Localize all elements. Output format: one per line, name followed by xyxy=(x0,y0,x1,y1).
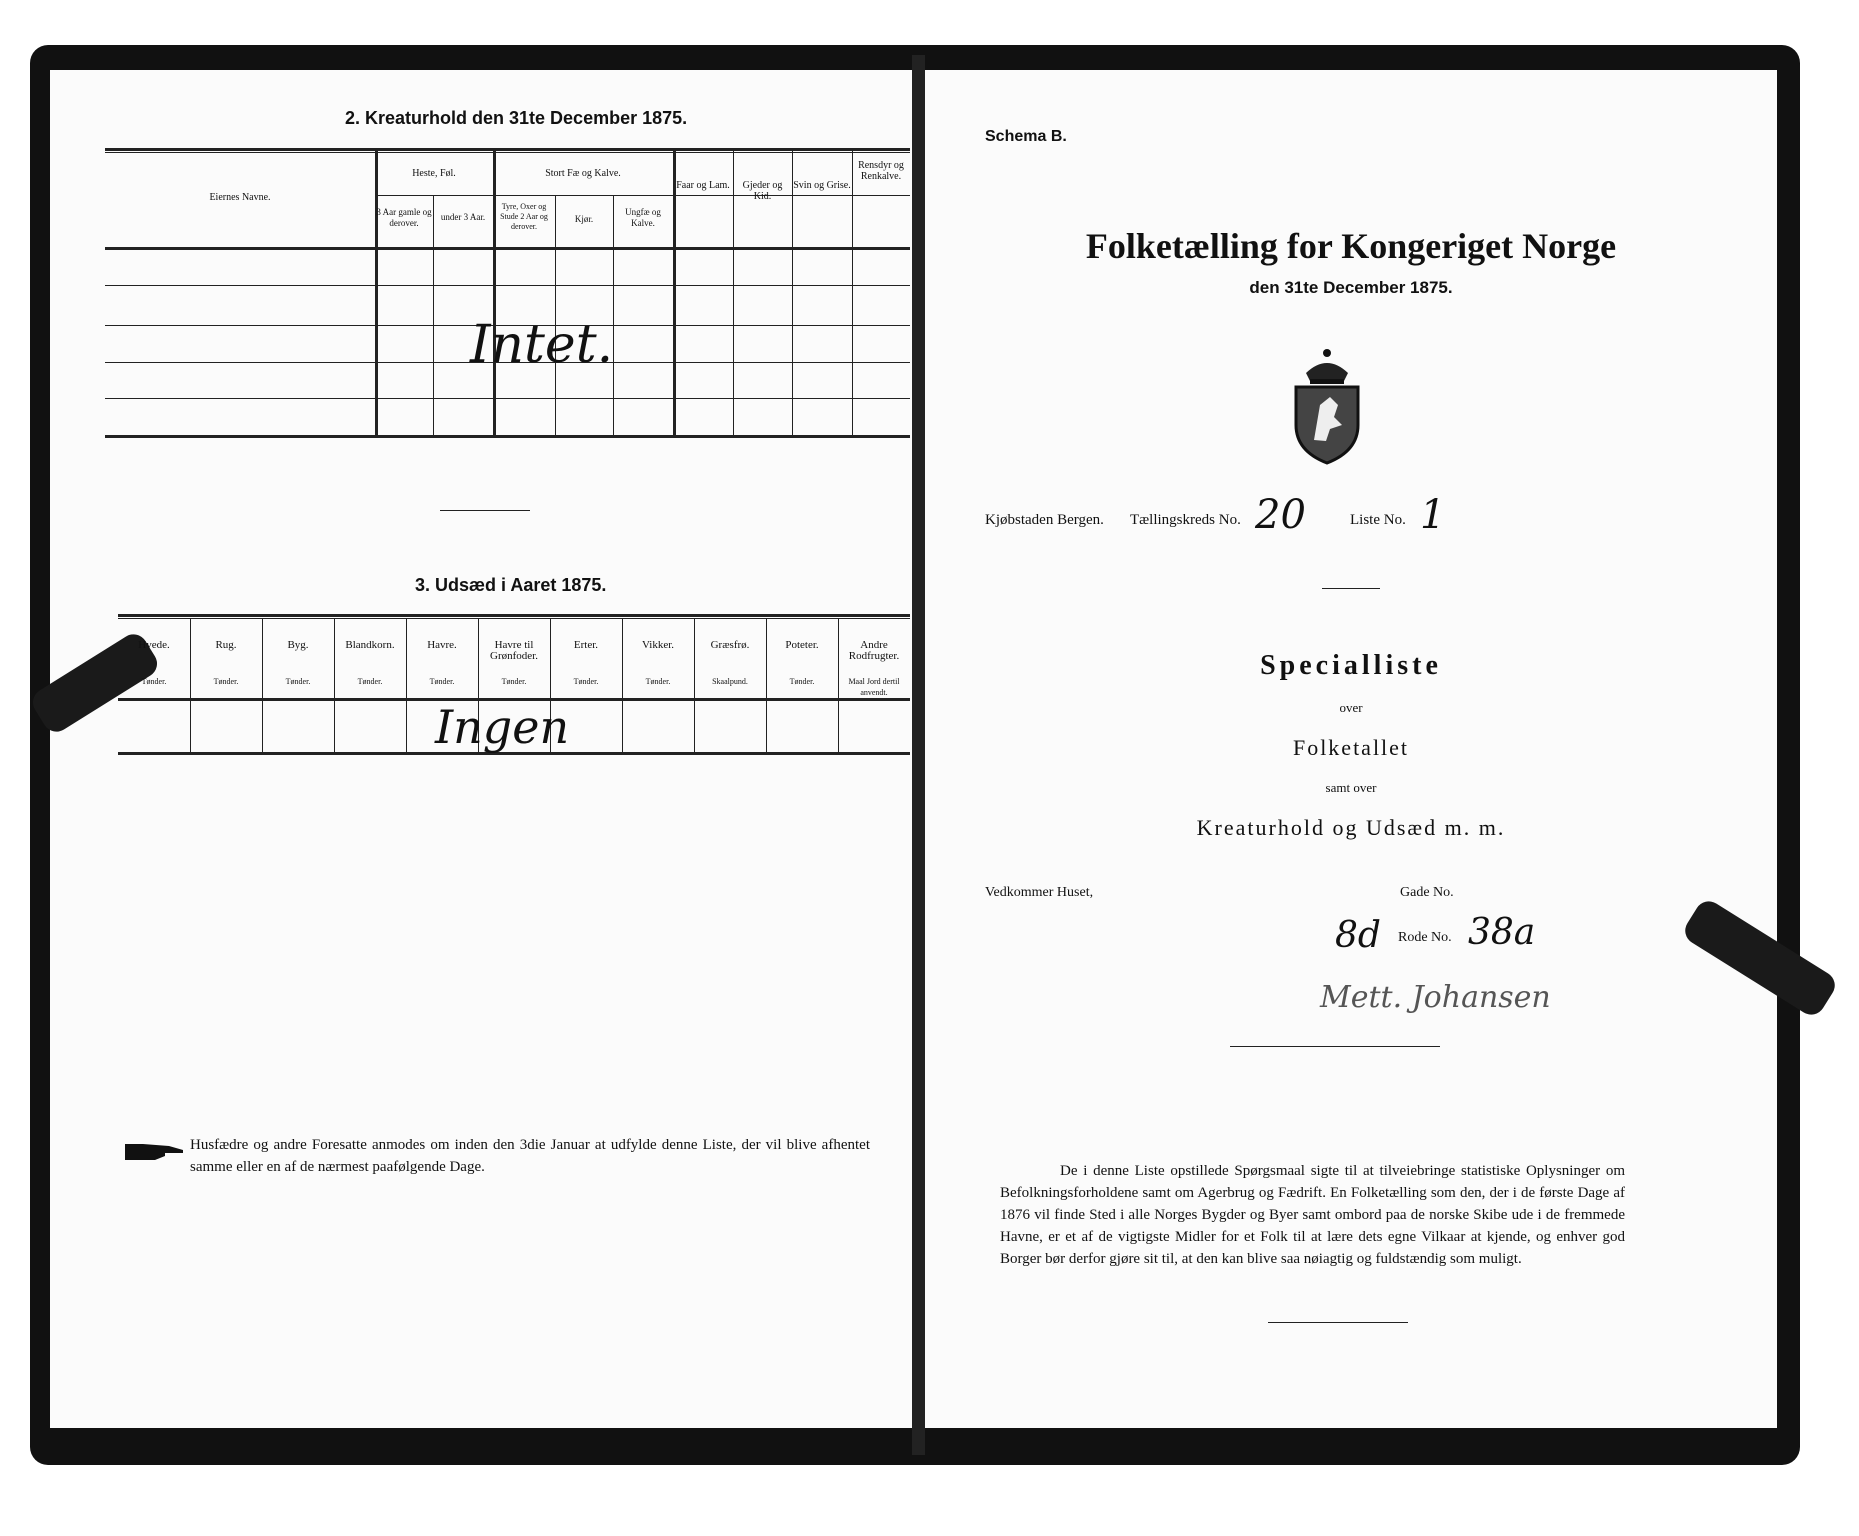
kreaturhold-text: Kreaturhold og Udsæd m. m. xyxy=(1196,815,1506,840)
section3-handwritten-entry: Ingen xyxy=(435,700,570,754)
sub-heste-1: 3 Aar gamle og derover. xyxy=(376,207,432,228)
section3-column-name: Erter. xyxy=(573,639,599,651)
section3-column-unit: Tønder. xyxy=(357,677,383,686)
schema-label: Schema B. xyxy=(985,128,1067,145)
col-owner-header: Eiernes Navne. xyxy=(209,192,271,203)
section3-column-unit: Tønder. xyxy=(285,677,311,686)
section3-column-name: Hvede. xyxy=(138,639,170,651)
sub-heste-2: under 3 Aar. xyxy=(440,212,486,222)
col-faar-header: Faar og Lam. xyxy=(676,180,730,191)
section3-column-unit: Skaalpund. xyxy=(712,677,748,686)
section3-column-unit: Tønder. xyxy=(213,677,239,686)
pointing-hand-icon xyxy=(125,1140,185,1164)
group-stortfae-header: Stort Fæ og Kalve. xyxy=(545,168,621,179)
kjobstad-label: Kjøbstaden Bergen. xyxy=(985,512,1104,528)
book-spine xyxy=(912,55,925,1455)
liste-label: Liste No. xyxy=(1350,512,1406,528)
census-date: den 31te December 1875. xyxy=(1249,278,1453,297)
vedkommer-label: Vedkommer Huset, xyxy=(985,885,1094,900)
coat-of-arms-icon xyxy=(1286,345,1368,465)
section3-column-unit: Maal Jord dertil anvendt. xyxy=(848,677,900,697)
section3-heading: 3. Udsæd i Aaret 1875. xyxy=(415,575,607,595)
rode-label: Rode No. xyxy=(1398,930,1452,945)
samt-over-text: samt over xyxy=(1325,780,1377,795)
folketallet-text: Folketallet xyxy=(1292,735,1410,760)
col-rensdyr-header: Rensdyr og Renkalve. xyxy=(858,160,904,182)
census-body-text: De i denne Liste opstillede Spørgsmaal sigte til at tilveiebringe statistiske Oplysninger om Befolkningsforholdene samt om Agerbrug og Fædrift. En Folketælling som den, der i de første Dage af 1876 vil finde Sted i alle Norges Bygder og Byer samt ombord paa de norske Skibe ude i de fremmede Havne, er et af de vigtigste Midler for et Folk til at lære dets egne Vilkaar at kjende, og enhver god Borger bør derfor gjøre sit til, at den kan blive saa nøiagtig og fuldstændig som muligt. xyxy=(1000,1163,1625,1267)
notice-text: Husfædre og andre Foresatte anmodes om inden den 3die Januar at udfylde denne Liste, der vil blive afhentet samme eller en af de nærmest paafølgende Dage. xyxy=(190,1137,870,1175)
section3-column-unit: Tønder. xyxy=(789,677,815,686)
census-title: Folketælling for Kongeriget Norge xyxy=(1085,226,1617,266)
section2-handwritten-entry: Intet. xyxy=(470,315,614,375)
sub-fae-1: Tyre, Oxer og Stude 2 Aar og derover. xyxy=(500,202,548,231)
signature: Mett. Johansen xyxy=(1320,980,1551,1015)
sub-fae-2: Kjør. xyxy=(574,214,594,224)
section3-column-unit: Tønder. xyxy=(573,677,599,686)
section3-column-name: Blandkorn. xyxy=(345,639,395,651)
special-title: Specialliste xyxy=(1260,650,1442,681)
section3-column-unit: Tønder. xyxy=(501,677,527,686)
section3-column-name: Vikker. xyxy=(641,639,675,651)
col-svin-header: Svin og Grise. xyxy=(793,180,851,191)
gade-value: 8d xyxy=(1335,915,1381,956)
kreds-value: 20 xyxy=(1255,492,1306,538)
section3-column-unit: Tønder. xyxy=(429,677,455,686)
rode-value: 38a xyxy=(1468,912,1536,953)
section3-column-name: Rug. xyxy=(215,639,237,651)
section3-column-unit: Tønder. xyxy=(645,677,671,686)
group-heste-header: Heste, Føl. xyxy=(412,168,456,179)
sub-fae-3: Ungfæ og Kalve. xyxy=(625,207,661,228)
section3-column-unit: Tønder. xyxy=(141,677,167,686)
over-text: over xyxy=(1339,700,1363,715)
section3-column-name: Havre til Grønfoder. xyxy=(490,639,538,662)
col-gjeder-header: Gjeder og Kid. xyxy=(742,180,783,202)
section2-heading: 2. Kreaturhold den 31te December 1875. xyxy=(345,108,688,128)
liste-value: 1 xyxy=(1420,492,1446,538)
section3-column-name: Poteter. xyxy=(785,639,819,651)
section3-column-name: Byg. xyxy=(287,639,309,651)
kreds-label: Tællingskreds No. xyxy=(1130,512,1241,528)
gade-label: Gade No. xyxy=(1400,885,1454,900)
section3-column-name: Græsfrø. xyxy=(710,639,750,651)
section3-column-name: Andre Rodfrugter. xyxy=(848,639,900,662)
section3-column-name: Havre. xyxy=(427,639,457,651)
